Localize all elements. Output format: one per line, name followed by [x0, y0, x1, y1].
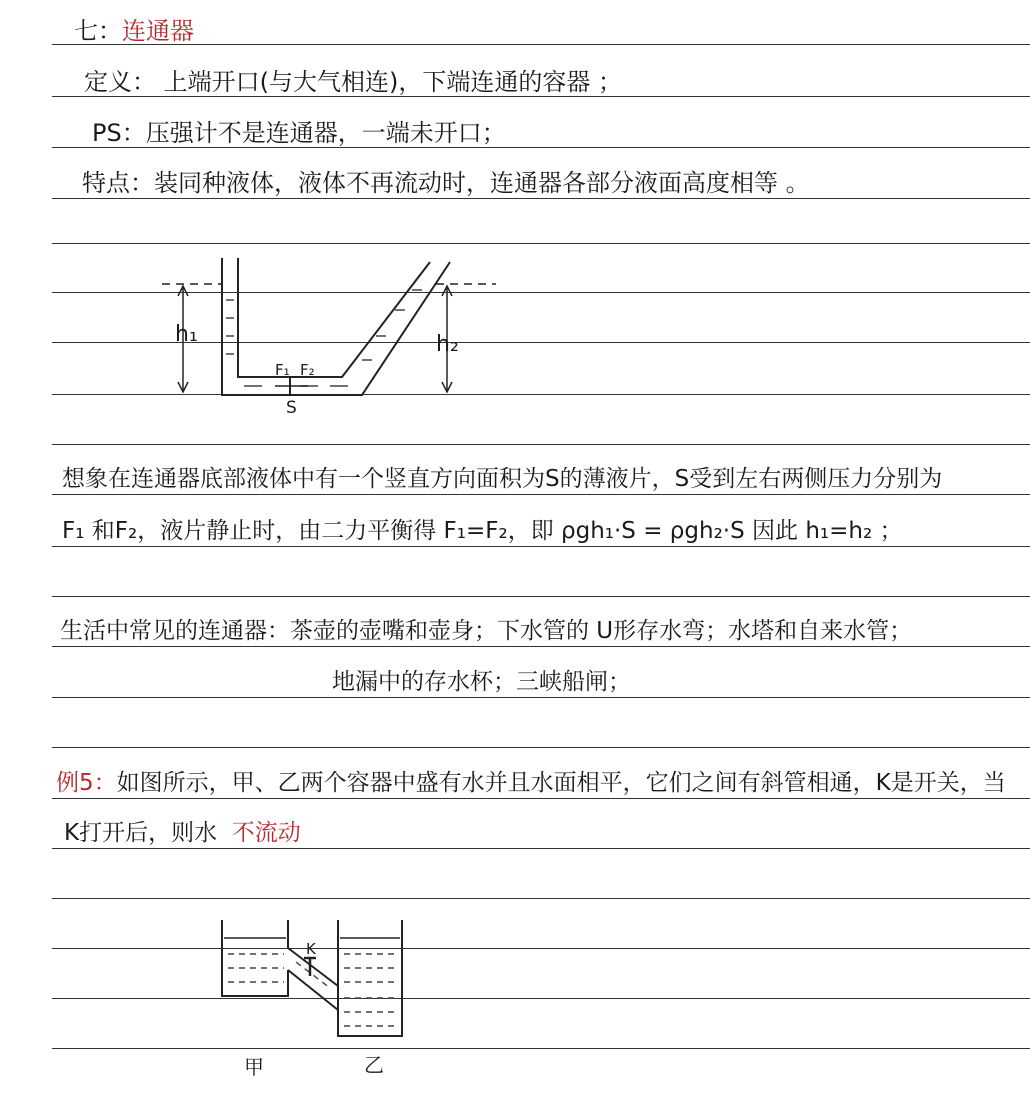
explanation-line-2: F₁ 和F₂，液片静止时，由二力平衡得 F₁=F₂，即 ρgh₁·S = ρgh₂·S 因此 h₁=h₂ ；	[62, 518, 903, 544]
example5-question-1: 如图所示，甲、乙两个容器中盛有水并且水面相平，它们之间有斜管相通，K是开关，当	[116, 770, 1006, 796]
f2-label: F₂	[300, 361, 315, 379]
container-yi-label: 乙	[364, 1053, 384, 1077]
section-title: 连通器	[122, 17, 194, 45]
definition-line: 定义： 上端开口(与大气相连)，下端连通的容器 ；	[84, 68, 622, 96]
feature-line: 特点：装同种液体，液体不再流动时，连通器各部分液面高度相等 。	[82, 169, 810, 197]
example5-answer: 不流动	[231, 820, 301, 846]
section-number: 七：	[74, 17, 122, 45]
s-label: S	[286, 398, 297, 418]
h2-label: h₂	[436, 332, 459, 357]
examples-line-1: 生活中常见的连通器：茶壶的壶嘴和壶身；下水管的 U形存水弯；水塔和自来水管；	[60, 618, 913, 644]
example5-label: 例5：	[56, 770, 117, 796]
example5-question-2: K打开后，则水	[64, 820, 218, 846]
examples-line-2: 地漏中的存水杯；三峡船闸；	[332, 669, 631, 695]
f1-label: F₁	[275, 361, 290, 379]
h1-label: h₁	[175, 322, 198, 347]
ps-note-line: PS：压强计不是连通器，一端未开口；	[92, 119, 506, 147]
explanation-line-1: 想象在连通器底部液体中有一个竖直方向面积为S的薄液片，S受到左右两侧压力分别为	[62, 466, 943, 492]
container-jia-label: 甲	[244, 1055, 264, 1079]
switch-k-label: K	[306, 940, 316, 958]
